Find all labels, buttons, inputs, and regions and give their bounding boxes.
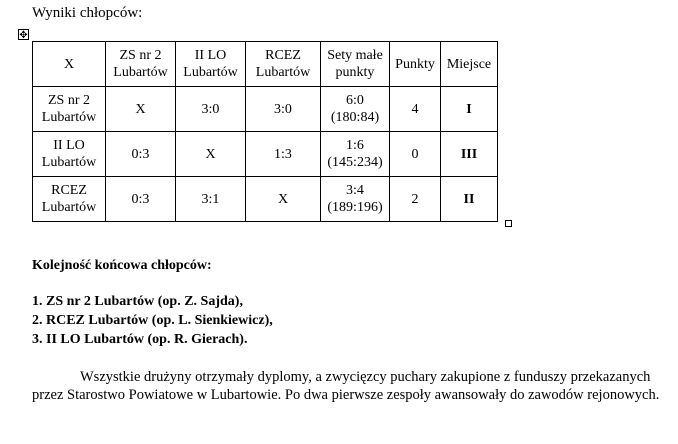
result-cell: 1:3 [246, 132, 321, 177]
place-cell: II [441, 177, 498, 222]
section-intro: Wyniki chłopców: [32, 5, 143, 21]
header-cell: Punkty [390, 42, 441, 87]
table-move-handle-icon[interactable]: ✥ [19, 30, 28, 41]
closing-paragraph: Wszystkie drużyny otrzymały dyplomy, a zwycięzcy puchary zakupione z funduszy przekazanych przez Starostwo Powiatowe w Lubartowie. Po dwa pierwsze zespoły awansowały do zawodów rejonowych. [32, 369, 660, 403]
ranking-heading: Kolejność końcowa chłopców: [32, 258, 212, 273]
result-cell: 3:0 [246, 87, 321, 132]
place-cell: I [441, 87, 498, 132]
points-cell: 2 [390, 177, 441, 222]
team-cell: II LO Lubartów [33, 132, 106, 177]
header-cell: Sety małe punkty [321, 42, 390, 87]
place-cell: III [441, 132, 498, 177]
ranking-item: 1. ZS nr 2 Lubartów (op. Z. Sajda), [32, 294, 243, 309]
ranking-item: 3. II LO Lubartów (op. R. Gierach). [32, 332, 248, 347]
table-row [33, 177, 498, 222]
table-row [33, 87, 498, 132]
result-cell: 3:1 [176, 177, 246, 222]
sets-cell: 3:4 (189:196) [321, 177, 390, 222]
result-cell: 0:3 [106, 132, 176, 177]
header-cell: II LO Lubartów [176, 42, 246, 87]
ranking-list [32, 292, 273, 349]
results-table [32, 41, 498, 222]
table-row [33, 132, 498, 177]
header-cell: Miejsce [441, 42, 498, 87]
result-cell: 3:0 [176, 87, 246, 132]
sets-cell: 1:6 (145:234) [321, 132, 390, 177]
table-header-row [33, 42, 498, 87]
table-resize-handle-icon[interactable] [505, 220, 512, 227]
result-cell: X [246, 177, 321, 222]
header-cell: X [33, 42, 106, 87]
result-cell: X [176, 132, 246, 177]
header-cell: RCEZ Lubartów [246, 42, 321, 87]
team-cell: ZS nr 2 Lubartów [33, 87, 106, 132]
ranking-item: 2. RCEZ Lubartów (op. L. Sienkiewicz), [32, 313, 273, 328]
sets-cell: 6:0 (180:84) [321, 87, 390, 132]
points-cell: 4 [390, 87, 441, 132]
header-cell: ZS nr 2 Lubartów [106, 42, 176, 87]
points-cell: 0 [390, 132, 441, 177]
team-cell: RCEZ Lubartów [33, 177, 106, 222]
result-cell: X [106, 87, 176, 132]
result-cell: 0:3 [106, 177, 176, 222]
